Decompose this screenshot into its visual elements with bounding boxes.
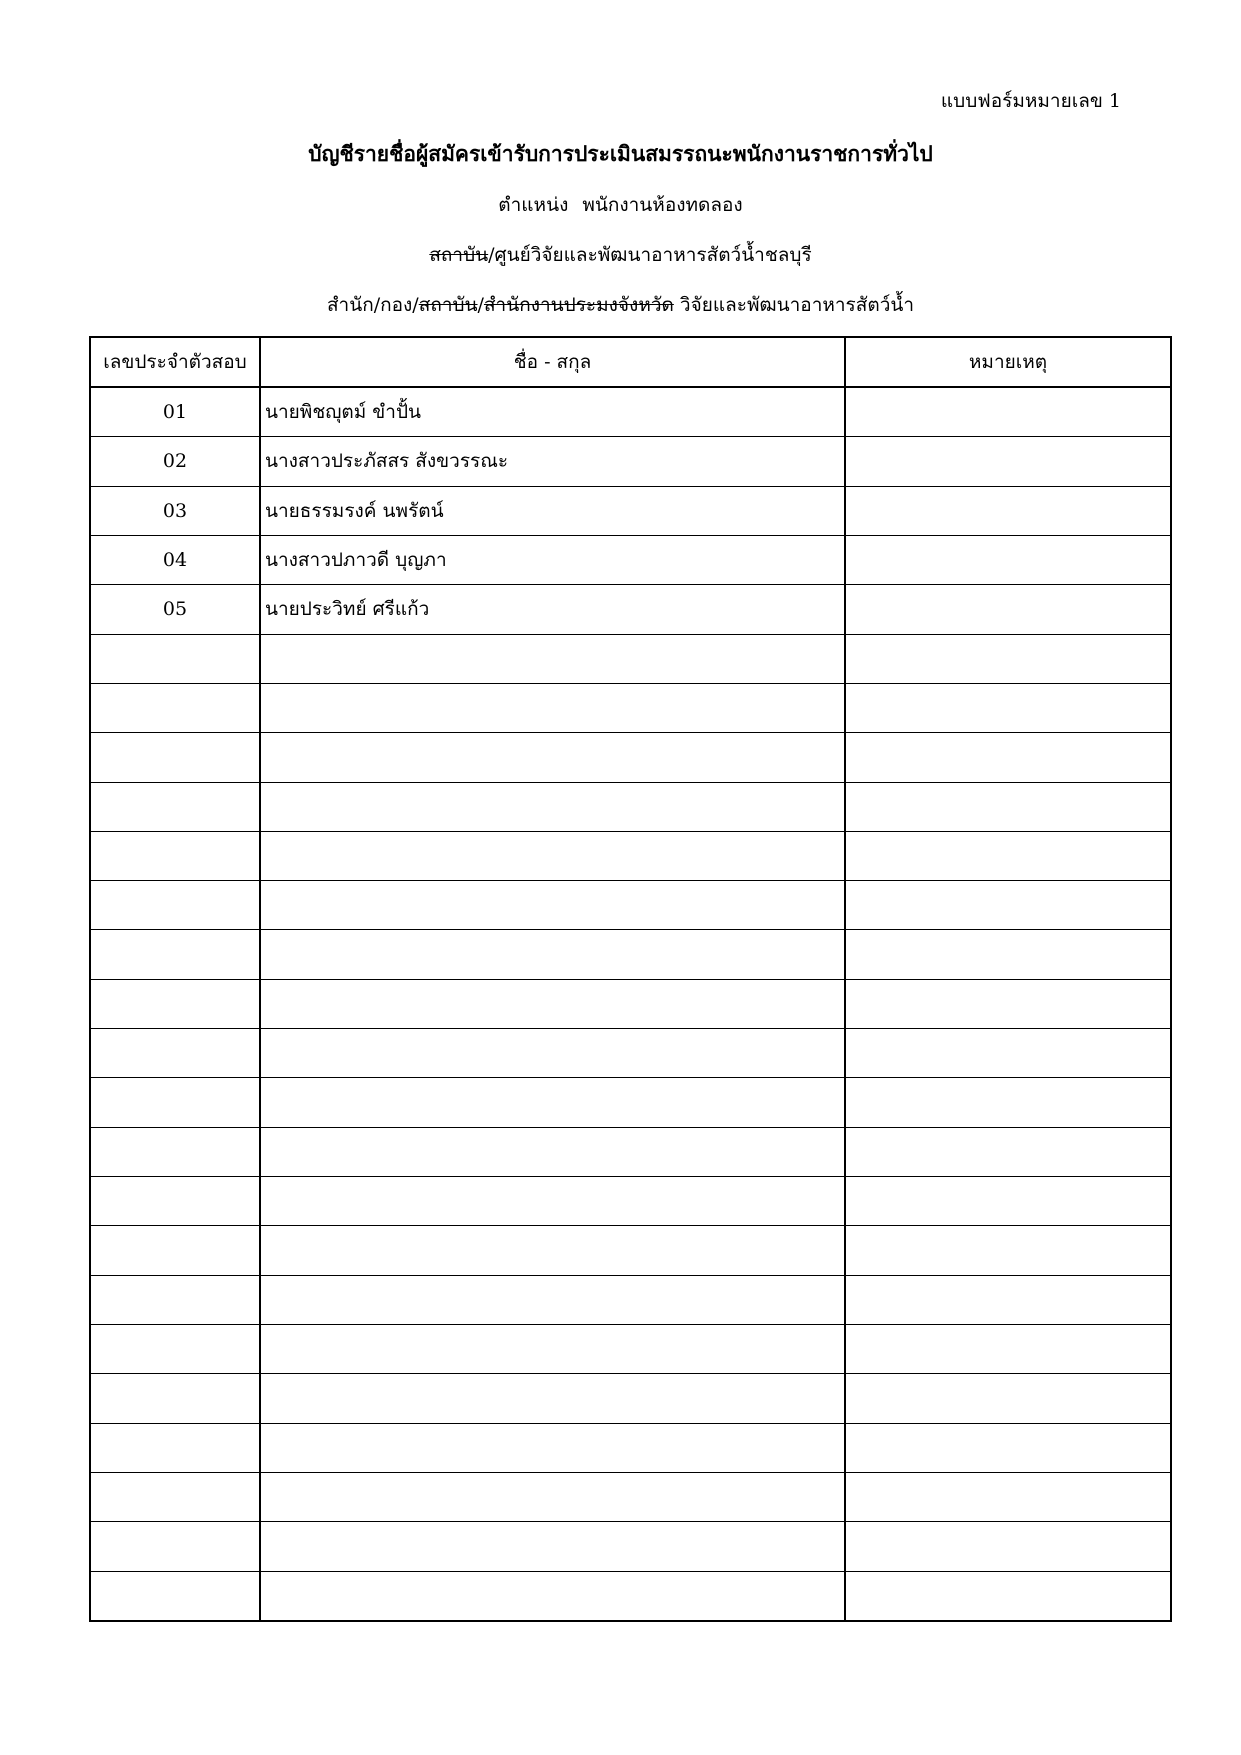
table-row <box>90 437 1171 486</box>
name-cell <box>260 1571 845 1621</box>
office-line <box>0 290 1241 320</box>
name-cell <box>260 831 845 880</box>
exam-id-cell <box>90 1226 260 1275</box>
table-row <box>90 979 1171 1028</box>
remark-cell <box>845 930 1171 979</box>
name-cell <box>260 979 845 1028</box>
name-cell <box>260 782 845 831</box>
remark-cell <box>845 831 1171 880</box>
table-row <box>90 1374 1171 1423</box>
name-cell <box>260 634 845 683</box>
table-body <box>90 387 1171 1621</box>
name-cell: นายประวิทย์ ศรีแก้ว <box>260 585 845 634</box>
remark-cell <box>845 782 1171 831</box>
exam-id-cell: 04 <box>90 535 260 584</box>
exam-id-cell <box>90 634 260 683</box>
name-cell: นายธรรมรงค์ นพรัตน์ <box>260 486 845 535</box>
table-row <box>90 1324 1171 1373</box>
remark-cell <box>845 683 1171 732</box>
exam-id-cell <box>90 1275 260 1324</box>
remark-cell <box>845 634 1171 683</box>
position-line <box>0 190 1241 220</box>
remark-cell <box>845 1029 1171 1078</box>
exam-id-cell <box>90 881 260 930</box>
remark-cell <box>845 1374 1171 1423</box>
table-row <box>90 1472 1171 1521</box>
office-struck-provincial: สำนักงานประมงจังหวัด <box>483 294 674 316</box>
remark-cell <box>845 1571 1171 1621</box>
table-row <box>90 881 1171 930</box>
column-header-remark: หมายเหตุ <box>845 337 1171 387</box>
exam-id-cell <box>90 1423 260 1472</box>
name-cell <box>260 683 845 732</box>
exam-id-cell: 01 <box>90 387 260 437</box>
exam-id-cell <box>90 979 260 1028</box>
remark-cell <box>845 1226 1171 1275</box>
office-prefix: สำนัก/กอง/ <box>326 294 419 316</box>
exam-id-cell: 03 <box>90 486 260 535</box>
exam-id-cell <box>90 782 260 831</box>
exam-id-cell <box>90 1127 260 1176</box>
column-header-name: ชื่อ - สกุล <box>260 337 845 387</box>
office-separator: / <box>477 294 484 316</box>
table-row <box>90 733 1171 782</box>
exam-id-cell <box>90 683 260 732</box>
table-row <box>90 930 1171 979</box>
table-row <box>90 683 1171 732</box>
exam-id-cell <box>90 1522 260 1571</box>
name-cell <box>260 1374 845 1423</box>
remark-cell <box>845 1472 1171 1521</box>
exam-id-cell <box>90 930 260 979</box>
remark-cell <box>845 1127 1171 1176</box>
institute-line <box>0 240 1241 270</box>
name-cell: นางสาวปภาวดี บุญภา <box>260 535 845 584</box>
table-row <box>90 535 1171 584</box>
name-cell <box>260 881 845 930</box>
exam-id-cell <box>90 733 260 782</box>
table-row <box>90 1275 1171 1324</box>
exam-id-cell: 05 <box>90 585 260 634</box>
name-cell: นางสาวประภัสสร สังขวรรณะ <box>260 437 845 486</box>
table-row <box>90 1177 1171 1226</box>
remark-cell <box>845 881 1171 930</box>
office-struck-institute: สถาบัน <box>418 294 478 316</box>
exam-id-cell <box>90 1078 260 1127</box>
table-row <box>90 1127 1171 1176</box>
exam-id-cell <box>90 1571 260 1621</box>
exam-id-cell <box>90 831 260 880</box>
document-title: บัญชีรายชื่อผู้สมัครเข้ารับการประเมินสมรรถนะพนักงานราชการทั่วไป <box>308 141 933 166</box>
remark-cell <box>845 437 1171 486</box>
name-cell <box>260 1275 845 1324</box>
position-label: ตำแหน่ง <box>498 194 569 216</box>
name-cell <box>260 930 845 979</box>
institute-text: /ศูนย์วิจัยและพัฒนาอาหารสัตว์น้ำชลบุรี <box>488 244 812 266</box>
exam-id-cell <box>90 1374 260 1423</box>
remark-cell <box>845 979 1171 1028</box>
office-text: วิจัยและพัฒนาอาหารสัตว์น้ำ <box>673 294 915 316</box>
remark-cell <box>845 1078 1171 1127</box>
table-row <box>90 782 1171 831</box>
remark-cell <box>845 1522 1171 1571</box>
form-number: แบบฟอร์มหมายเลข 1 <box>940 90 1121 112</box>
remark-cell <box>845 585 1171 634</box>
exam-id-cell: 02 <box>90 437 260 486</box>
exam-id-cell <box>90 1029 260 1078</box>
table-row <box>90 1423 1171 1472</box>
remark-cell <box>845 486 1171 535</box>
remark-cell <box>845 1423 1171 1472</box>
table-row <box>90 1522 1171 1571</box>
table-row <box>90 585 1171 634</box>
name-cell <box>260 1029 845 1078</box>
name-cell <box>260 1324 845 1373</box>
table-row <box>90 387 1171 437</box>
name-cell <box>260 1078 845 1127</box>
name-cell <box>260 733 845 782</box>
exam-id-cell <box>90 1472 260 1521</box>
name-cell <box>260 1226 845 1275</box>
position-value: พนักงานห้องทดลอง <box>582 194 743 216</box>
table-row <box>90 1029 1171 1078</box>
exam-id-cell <box>90 1177 260 1226</box>
table-row <box>90 634 1171 683</box>
column-header-exam-id: เลขประจำตัวสอบ <box>90 337 260 387</box>
name-cell: นายพิชญุตม์ ขำปั้น <box>260 387 845 437</box>
name-cell <box>260 1472 845 1521</box>
remark-cell <box>845 1275 1171 1324</box>
table-row <box>90 1226 1171 1275</box>
remark-cell <box>845 387 1171 437</box>
remark-cell <box>845 1324 1171 1373</box>
table-row <box>90 831 1171 880</box>
remark-cell <box>845 1177 1171 1226</box>
institute-struck-text: สถาบัน <box>429 244 489 266</box>
name-cell <box>260 1522 845 1571</box>
name-cell <box>260 1177 845 1226</box>
candidate-table <box>89 336 1172 1622</box>
name-cell <box>260 1127 845 1176</box>
remark-cell <box>845 733 1171 782</box>
name-cell <box>260 1423 845 1472</box>
exam-id-cell <box>90 1324 260 1373</box>
table-row <box>90 1078 1171 1127</box>
remark-cell <box>845 535 1171 584</box>
table-row <box>90 486 1171 535</box>
table-row <box>90 1571 1171 1621</box>
table-header-row <box>90 337 1171 387</box>
